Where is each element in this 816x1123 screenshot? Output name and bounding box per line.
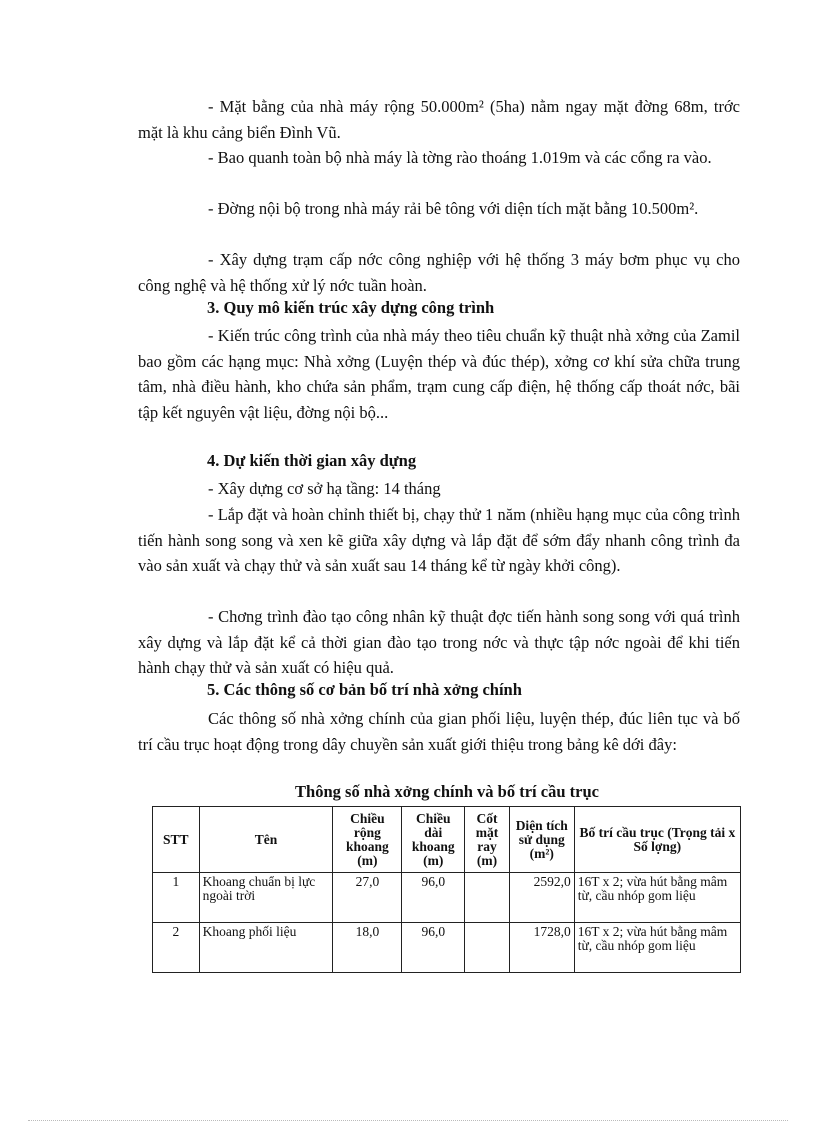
paragraph-installation: - Lắp đặt và hoàn chỉnh thiết bị, chạy thử 1 năm (nhiều hạng mục của công trình tiến hành song song và xen kẽ giữa xây dựng và lắp đặt để sớm đẩy nhanh công trình đa vào sản xuất và chạy thử và sản xuất sau 14 tháng kể từ ngày khởi công). [138, 505, 740, 575]
paragraph-site-area: - Mặt bằng của nhà máy rộng 50.000m² (5ha) nằm ngay mặt đờng 68m, trớc mặt là khu cảng biển Đình Vũ. [138, 97, 740, 142]
cell-crane: 16T x 2; vừa hút bằng mâm từ, cầu nhóp gom liệu [574, 923, 740, 973]
cell-name: Khoang phối liệu [199, 923, 333, 973]
header-stt: STT [153, 807, 200, 873]
section-heading-3: 3. Quy mô kiến trúc xây dựng công trình [207, 298, 495, 317]
workshop-spec-table [152, 806, 741, 973]
paragraph-internal-road: - Đờng nội bộ trong nhà máy rải bê tông với diện tích mặt bằng 10.500m². [208, 199, 699, 218]
table-row [153, 873, 741, 923]
cell-width: 27,0 [333, 873, 402, 923]
table-row [153, 923, 741, 973]
paragraph-water-station: - Xây dựng trạm cấp nớc công nghiệp với hệ thống 3 máy bơm phục vụ cho công nghệ và hệ thống xử lý nớc tuần hoàn. [138, 250, 740, 295]
header-width: Chiều rộng khoang (m) [333, 807, 402, 873]
paragraph-fence: - Bao quanh toàn bộ nhà máy là tờng rào thoáng 1.019m và các cổng ra vào. [208, 148, 712, 167]
cell-crane: 16T x 2; vừa hút bằng mâm từ, cầu nhóp gom liệu [574, 873, 740, 923]
cell-rail-level [465, 873, 510, 923]
cell-area: 2592,0 [509, 873, 574, 923]
cell-rail-level [465, 923, 510, 973]
page-bottom-divider [28, 1120, 788, 1121]
paragraph-training: - Chơng trình đào tạo công nhân kỹ thuật đợc tiến hành song song với quá trình xây dựng và lắp đặt kể cả thời gian đào tạo trong nớc và thực tập nớc ngoài để khi tiến hành chạy thử và sản xuất có hiệu quả. [138, 607, 740, 677]
cell-area: 1728,0 [509, 923, 574, 973]
cell-length: 96,0 [402, 923, 465, 973]
header-area: Diện tích sử dụng (m²) [509, 807, 574, 873]
header-name: Tên [199, 807, 333, 873]
cell-length: 96,0 [402, 873, 465, 923]
header-crane: Bố trí cầu trục (Trọng tải x Số lợng) [574, 807, 740, 873]
cell-stt: 2 [153, 923, 200, 973]
header-rail-level: Cốt mặt ray (m) [465, 807, 510, 873]
header-length: Chiều dài khoang (m) [402, 807, 465, 873]
table-title: Thông số nhà xởng chính và bố trí cầu trục [295, 782, 599, 801]
section-heading-5: 5. Các thông số cơ bản bố trí nhà xởng chính [207, 680, 522, 699]
cell-name: Khoang chuẩn bị lực ngoài trời [199, 873, 333, 923]
section-heading-4: 4. Dự kiến thời gian xây dựng [207, 451, 417, 470]
cell-stt: 1 [153, 873, 200, 923]
cell-width: 18,0 [333, 923, 402, 973]
paragraph-architecture: - Kiến trúc công trình của nhà máy theo tiêu chuẩn kỹ thuật nhà xởng của Zamil bao gồm các hạng mục: Nhà xởng (Luyện thép và đúc thép), xởng cơ khí sửa chữa trung tâm, nhà điều hành, kho chứa sản phẩm, trạm cung cấp điện, hệ thống cấp thoát nớc, bãi tập kết nguyên vật liệu, đờng nội bộ... [138, 326, 740, 422]
paragraph-table-intro: Các thông số nhà xởng chính của gian phối liệu, luyện thép, đúc liên tục và bố trí cầu trục hoạt động trong dây chuyền sản xuất giới thiệu trong bảng kê dới đây: [138, 709, 740, 754]
paragraph-infrastructure: - Xây dựng cơ sở hạ tầng: 14 tháng [208, 479, 441, 498]
